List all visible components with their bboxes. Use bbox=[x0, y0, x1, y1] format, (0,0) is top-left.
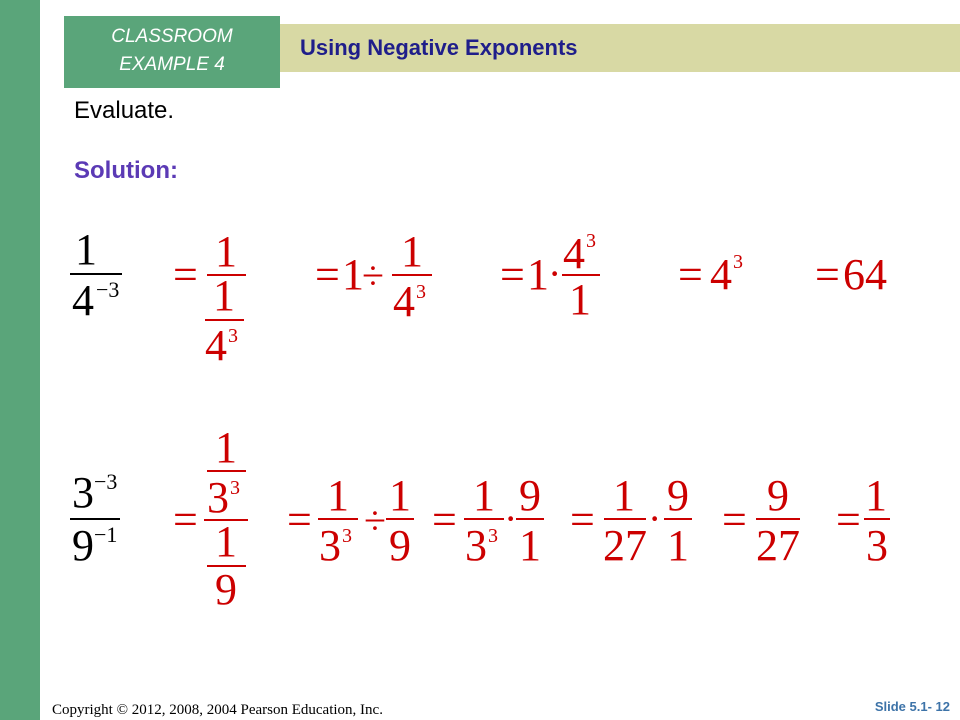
row2-step3 bbox=[432, 471, 544, 570]
row1-step3-denominator: 1 bbox=[569, 275, 591, 324]
row2-lhs bbox=[70, 468, 120, 570]
row2-step3-den2: 1 bbox=[519, 521, 541, 570]
slide-title: Using Negative Exponents bbox=[280, 24, 960, 72]
row1-step1-inner-den-base: 4 bbox=[205, 321, 227, 370]
row1-step5-value: 64 bbox=[843, 250, 887, 299]
row2-step4-equals: = bbox=[570, 495, 595, 544]
row2-step5 bbox=[722, 471, 800, 570]
row2-step1-top-num: 1 bbox=[215, 423, 237, 472]
row1-lhs-numerator: 1 bbox=[75, 225, 97, 274]
row2-step5-equals: = bbox=[722, 495, 747, 544]
row2-lhs-num-base: 3 bbox=[72, 468, 94, 517]
row1-step3 bbox=[500, 229, 600, 324]
row2-step4-den2: 1 bbox=[667, 521, 689, 570]
row1-step3-lead: 1 bbox=[527, 250, 549, 299]
row1-step4-exp: 3 bbox=[733, 251, 743, 273]
row1-step3-equals: = bbox=[500, 250, 525, 299]
row1-step2-lead: 1 bbox=[342, 250, 364, 299]
row2-step3-den-exp: 3 bbox=[488, 525, 498, 547]
row1-step3-num-base: 4 bbox=[563, 229, 585, 278]
row2-step4-num2: 9 bbox=[667, 471, 689, 520]
row1-lhs bbox=[70, 225, 122, 325]
row1-step4 bbox=[678, 250, 743, 299]
row2-step6-equals: = bbox=[836, 495, 861, 544]
row2-step2-den-base: 3 bbox=[319, 521, 341, 570]
row2-step5-num: 9 bbox=[767, 471, 789, 520]
row2-lhs-den-exp: −1 bbox=[94, 522, 118, 547]
row2-step1-top-den-exp: 3 bbox=[230, 477, 240, 499]
row2-step3-num: 1 bbox=[473, 471, 495, 520]
tag-line-1: CLASSROOM bbox=[111, 26, 233, 47]
row1-step5 bbox=[815, 250, 887, 299]
row1-step2-den-exp: 3 bbox=[416, 281, 426, 303]
row2-step2-den2: 9 bbox=[389, 521, 411, 570]
row2-step3-num2: 9 bbox=[519, 471, 541, 520]
slide-number: Slide 5.1- 12 bbox=[874, 699, 950, 714]
row2-step6 bbox=[836, 471, 890, 570]
row1-step2-equals: = bbox=[315, 250, 340, 299]
solution-label: Solution: bbox=[74, 157, 178, 184]
row2-step2-num2: 1 bbox=[389, 471, 411, 520]
row2-step4-num: 1 bbox=[613, 471, 635, 520]
row1-lhs-den-exponent: −3 bbox=[96, 277, 120, 302]
row2-step3-den-base: 3 bbox=[465, 521, 487, 570]
row1-step5-equals: = bbox=[815, 250, 840, 299]
row1-lhs-den-base: 4 bbox=[72, 276, 94, 325]
row2-lhs-den-base: 9 bbox=[72, 521, 94, 570]
evaluate-label: Evaluate. bbox=[74, 97, 175, 124]
row2-step4-den: 27 bbox=[603, 521, 647, 570]
row1-step3-dot: · bbox=[548, 251, 562, 296]
row1-step2-divide-sign: ÷ bbox=[362, 253, 384, 298]
row2-step6-num: 1 bbox=[865, 471, 887, 520]
row2-step1 bbox=[173, 423, 248, 614]
tag-line-2: EXAMPLE 4 bbox=[119, 54, 225, 75]
row2-step1-equals: = bbox=[173, 495, 198, 544]
row2-step3-equals: = bbox=[432, 495, 457, 544]
row2-step5-den: 27 bbox=[756, 521, 800, 570]
row2-step2-divide-sign: ÷ bbox=[364, 498, 386, 543]
row1-step1 bbox=[173, 227, 246, 370]
row2-step6-den: 3 bbox=[866, 521, 888, 570]
row1-step4-equals: = bbox=[678, 250, 703, 299]
row2-step2 bbox=[287, 471, 414, 570]
row1-step1-equals: = bbox=[173, 250, 198, 299]
row1-step3-num-exp: 3 bbox=[586, 230, 596, 252]
row2-step3-dot: · bbox=[504, 496, 518, 541]
row2-step1-bot-den: 9 bbox=[215, 565, 237, 614]
row2-step2-num: 1 bbox=[327, 471, 349, 520]
row2-lhs-num-exp: −3 bbox=[94, 469, 118, 494]
row1-step1-inner-numerator: 1 bbox=[213, 271, 235, 320]
row1-step4-base: 4 bbox=[710, 250, 732, 299]
row1-step2-den-base: 4 bbox=[393, 277, 415, 326]
row2-step4-dot: · bbox=[648, 496, 662, 541]
copyright-notice: Copyright © 2012, 2008, 2004 Pearson Education, Inc. bbox=[52, 702, 383, 718]
row1-step2 bbox=[315, 227, 432, 326]
row1-step1-inner-den-exp: 3 bbox=[228, 325, 238, 347]
row2-step4 bbox=[570, 471, 692, 570]
row2-step2-den-exp: 3 bbox=[342, 525, 352, 547]
row2-step1-bot-num: 1 bbox=[215, 517, 237, 566]
row1-step2-numerator: 1 bbox=[401, 227, 423, 276]
row1-step1-numerator: 1 bbox=[215, 227, 237, 276]
row2-step1-top-den-base: 3 bbox=[207, 473, 229, 522]
row2-step2-equals: = bbox=[287, 495, 312, 544]
